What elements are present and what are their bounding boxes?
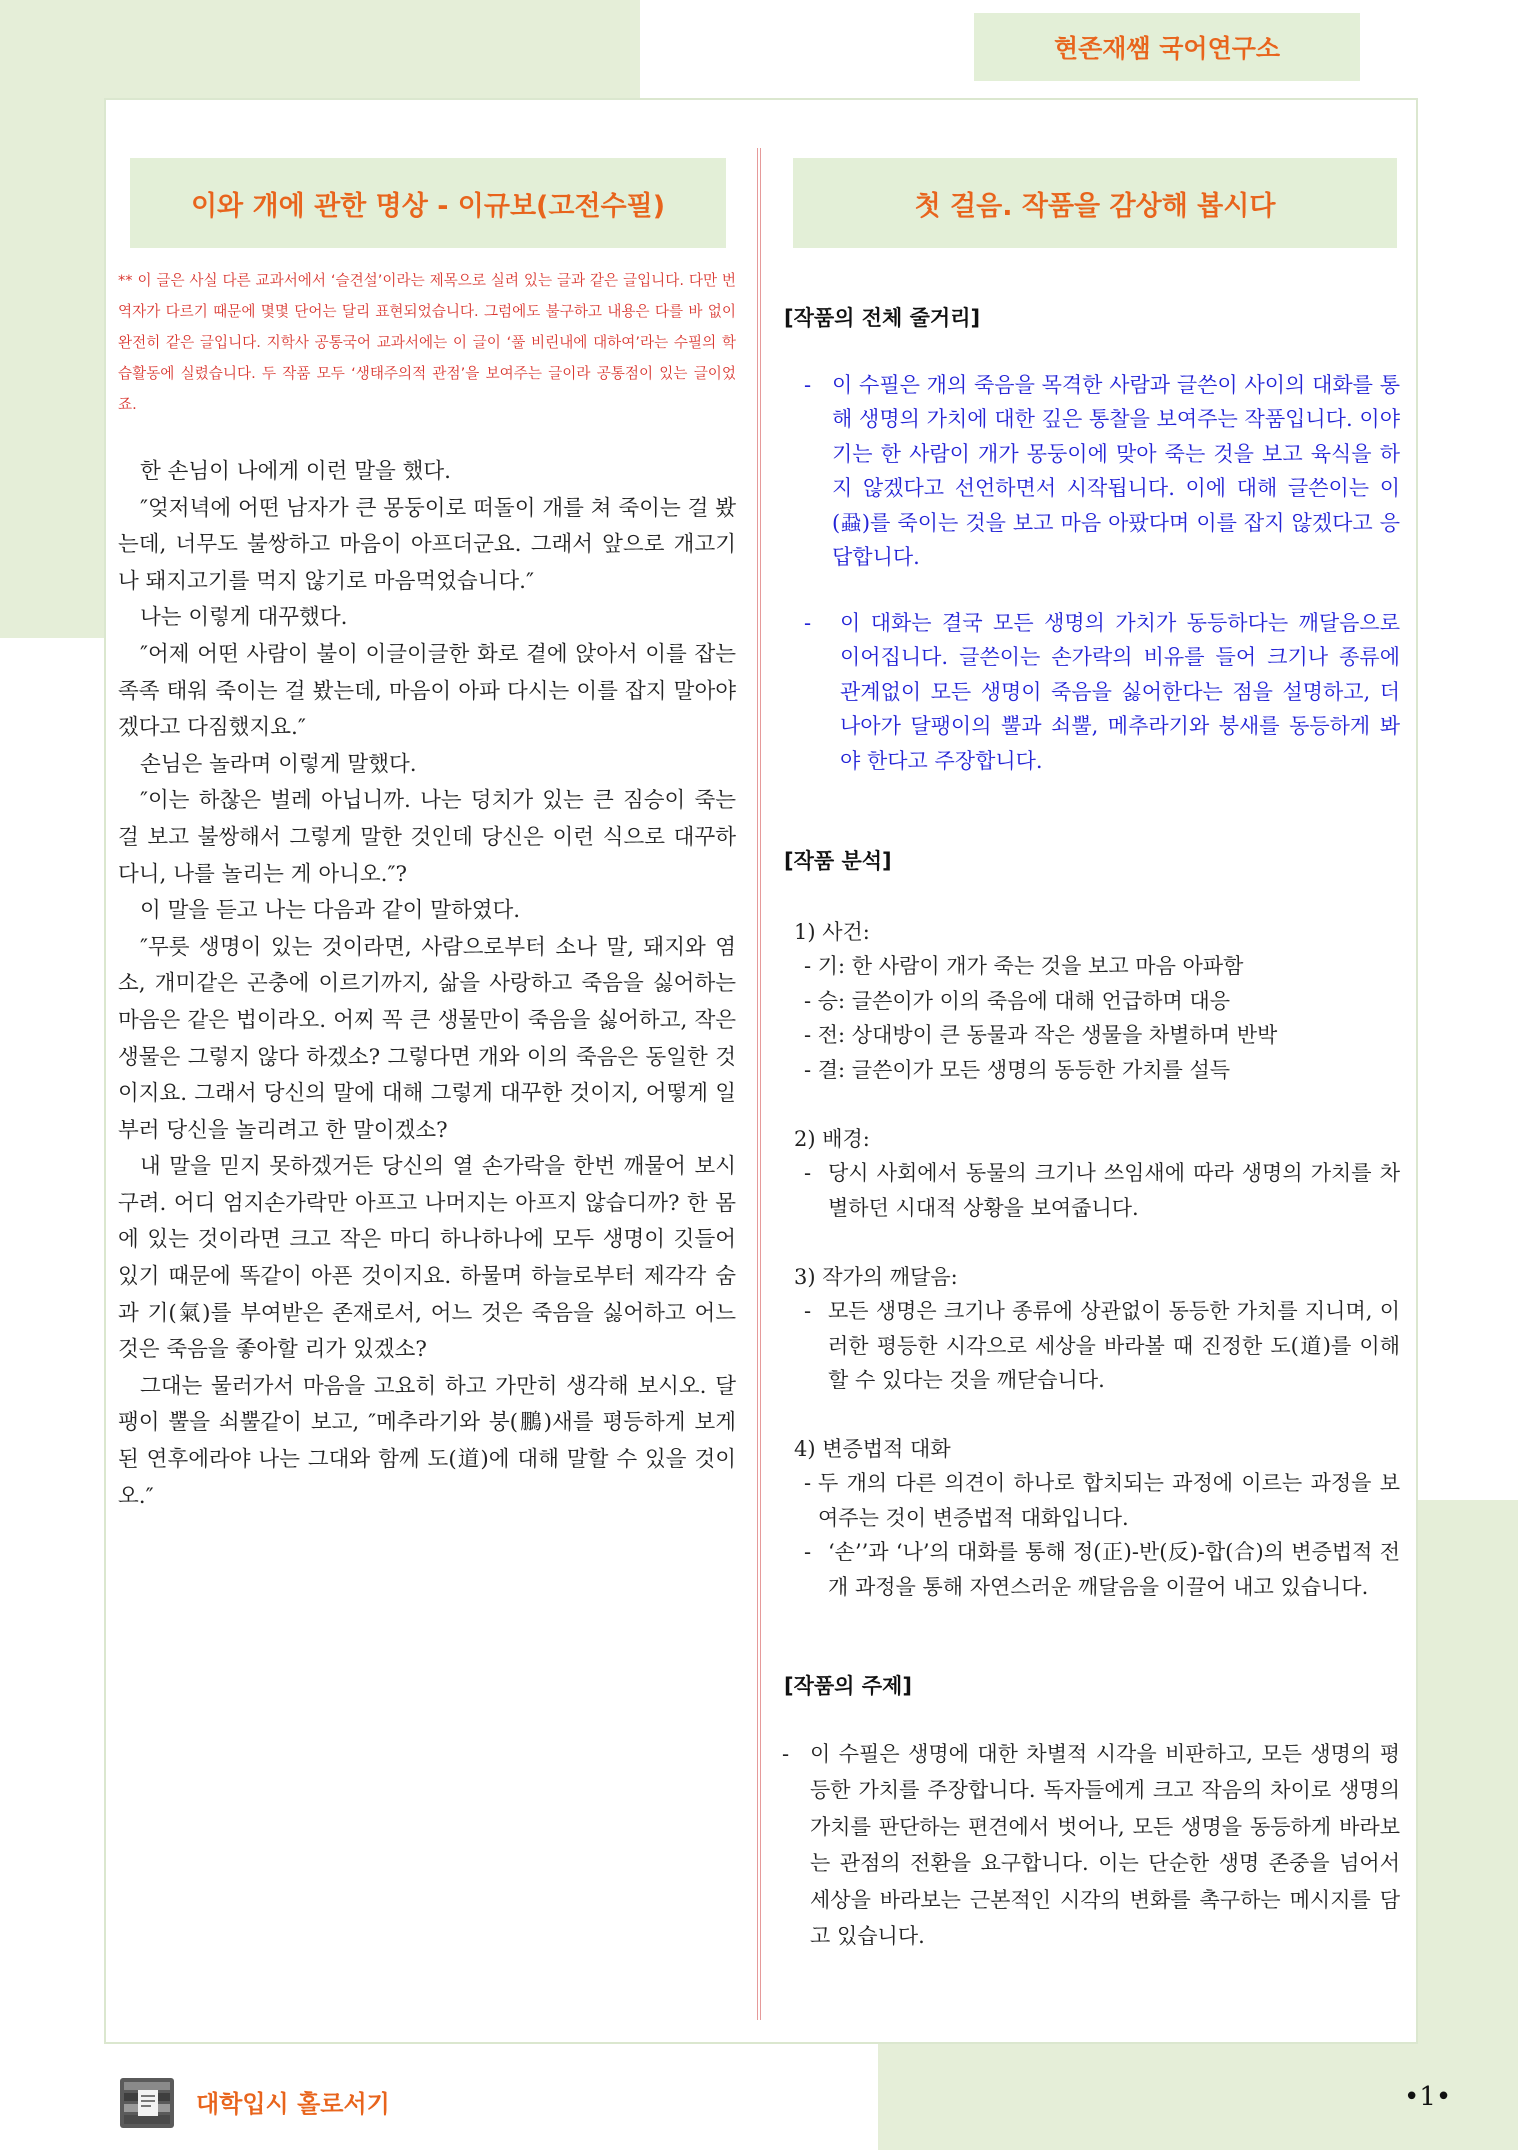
story-paragraph: 이 말을 듣고 나는 다음과 같이 말하였다. — [140, 898, 521, 924]
story-paragraph: 나는 이렇게 대꾸했다. — [140, 605, 348, 631]
footer-title: 대학입시 홀로서기 — [196, 2090, 390, 2118]
bg-top-left — [0, 0, 640, 98]
analysis-heading: 4) 변증법적 대화 — [794, 1437, 951, 1461]
brand-title: 현존재쌤 국어연구소 — [974, 13, 1360, 81]
story-paragraph: ″엊저녁에 어떤 남자가 큰 몽둥이로 떠돌이 개를 쳐 죽이는 걸 봤는데, 너무도 불쌍하고 마음이 아프더군요. 그래서 앞으로 개고기나 돼지고기를 먹지 않기로 마음먹었습니다.″ — [118, 495, 736, 594]
story-paragraph: 한 손님이 나에게 이런 말을 했다. — [140, 459, 452, 484]
analysis-item-text: 당시 사회에서 동물의 크기나 쓰임새에 따라 생명의 가치를 차별하던 시대적 상황을 보여줍니다. — [828, 1161, 1400, 1220]
analysis-heading: 1) 사건: — [794, 920, 870, 944]
story-paragraph: ″이는 하찮은 벌레 아닙니까. 나는 덩치가 있는 큰 짐승이 죽는 걸 보고 불쌍해서 그렇게 말한 것인데 당신은 이런 식으로 대꾸하다니, 나를 놀리는 게 아니오.″? — [118, 788, 736, 887]
summary-item — [804, 368, 1400, 574]
story-paragraph: 내 말을 믿지 못하겠거든 당신의 열 손가락을 한번 깨물어 보시구려. 어디 엄지손가락만 아프고 나머지는 아프지 않습디까? 한 몸에 있는 것이라면 크고 작은 마디 하나하나에 모두 생명이 깃들어 있기 때문에 똑같이 아픈 것이지요. 하물며 하늘로부터 제각각 숨과 기(氣)를 부여받은 존재로서, 어느 것은 죽음을 싫어하고 어느 것은 죽음을 좋아할 리가 있겠소? — [118, 1154, 736, 1363]
column-divider — [757, 148, 761, 2020]
analysis-title: [작품 분석] — [784, 849, 892, 873]
analysis-item — [804, 1156, 1400, 1225]
analysis-item: - 승: 글쓴이가 이의 죽음에 대해 언급하며 대응 — [804, 988, 1231, 1013]
list-dash: - — [804, 1471, 812, 1496]
summary-item — [804, 606, 1400, 778]
analysis-section-2 — [794, 1122, 1400, 1225]
book-stack-icon — [118, 2074, 176, 2132]
analysis-item — [804, 1466, 1400, 1535]
list-dash: - — [804, 373, 812, 397]
story-paragraph: 손님은 놀라며 이렇게 말했다. — [140, 751, 417, 777]
story-paragraph: 그대는 물러가서 마음을 고요히 하고 가만히 생각해 보시오. 달팽이 뿔을 쇠뿔같이 보고, ″메추라기와 붕(鵬)새를 평등하게 보게 된 연후에라야 나는 그대와 함께 도(道)에 대해 말할 수 있을 것이오.″ — [118, 1373, 736, 1509]
right-heading: 첫 걸음. 작품을 감상해 봅시다 — [793, 158, 1397, 248]
analysis-item — [804, 1535, 1400, 1604]
bg-left-strip — [0, 98, 104, 638]
analysis-heading: 2) 배경: — [794, 1127, 870, 1151]
bg-right-strip — [1418, 1500, 1518, 2060]
analysis-item-text: 두 개의 다른 의견이 하나로 합치되는 과정에 이르는 과정을 보여주는 것이 변증법적 대화입니다. — [818, 1471, 1400, 1530]
list-dash: - — [804, 1161, 812, 1186]
story-paragraph: ″무릇 생명이 있는 것이라면, 사람으로부터 소나 말, 돼지와 염소, 개미같은 곤충에 이르기까지, 삶을 사랑하고 죽음을 싫어하는 마음은 같은 법이라오. 어찌 꼭 큰 생물만이 죽음을 싫어하고, 작은 생물은 그렇지 않다 하겠소? 그렇다면 개와 이의 죽음은 동일한 것이지요. 그래서 당신의 말에 대해 그렇게 대꾸한 것이지, 어떻게 일부러 당신을 놀리려고 한 말이겠소? — [118, 934, 736, 1143]
list-dash: - — [804, 1299, 812, 1324]
summary-title: [작품의 전체 줄거리] — [784, 306, 981, 330]
list-dash: - — [804, 1540, 812, 1565]
analysis-item — [804, 1294, 1400, 1397]
theme-block — [782, 1736, 1400, 1954]
theme-title: [작품의 주제] — [784, 1674, 912, 1698]
analysis-heading: 3) 작가의 깨달음: — [794, 1265, 958, 1289]
analysis-section-4 — [794, 1432, 1400, 1604]
analysis-section-3 — [794, 1260, 1400, 1398]
story-text — [118, 454, 736, 1515]
list-dash: - — [782, 1742, 790, 1766]
analysis-item-text: 모든 생명은 크기나 종류에 상관없이 동등한 가치를 지니며, 이러한 평등한 시각으로 세상을 바라볼 때 진정한 도(道)를 이해할 수 있다는 것을 깨닫습니다. — [828, 1299, 1400, 1393]
left-heading: 이와 개에 관한 명상 - 이규보(고전수필) — [130, 158, 726, 248]
analysis-item: - 전: 상대방이 큰 동물과 작은 생물을 차별하며 반박 — [804, 1023, 1278, 1048]
summary-item-text: 이 수필은 개의 죽음을 목격한 사람과 글쓴이 사이의 대화를 통해 생명의 가치에 대한 깊은 통찰을 보여주는 작품입니다. 이야기는 한 사람이 개가 몽둥이에 맞아 죽는 것을 보고 육식을 하지 않겠다고 선언하면서 시작됩니다. 이에 대해 글쓴이는 이(蝨)를 죽이는 것을 보고 마음 아팠다며 이를 잡지 않겠다고 응답합니다. — [832, 373, 1400, 570]
theme-text: 이 수필은 생명에 대한 차별적 시각을 비판하고, 모든 생명의 평등한 가치를 주장합니다. 독자들에게 크고 작음의 차이로 생명의 가치를 판단하는 편견에서 벗어나, 모든 생명을 동등하게 바라보는 관점의 전환을 요구합니다. 이는 단순한 생명 존중을 넘어서 세상을 바라보는 근본적인 시각의 변화를 촉구하는 메시지를 담고 있습니다. — [810, 1742, 1400, 1949]
summary-item-text: 이 대화는 결국 모든 생명의 가치가 동등하다는 깨달음으로 이어집니다. 글쓴이는 손가락의 비유를 들어 크기나 종류에 관계없이 모든 생명이 죽음을 싫어한다는 점을 설명하고, 더 나아가 달팽이의 뿔과 쇠뿔, 메추라기와 붕새를 동등하게 봐야 한다고 주장합니다. — [840, 611, 1400, 773]
analysis-item: - 기: 한 사람이 개가 죽는 것을 보고 마음 아파함 — [804, 954, 1244, 979]
analysis-item-text: ‘손’’과 ‘나’의 대화를 통해 정(正)-반(反)-합(合)의 변증법적 전개 과정을 통해 자연스러운 깨달음을 이끌어 내고 있습니다. — [828, 1540, 1400, 1599]
page-number: •1• — [1404, 2082, 1452, 2112]
list-dash: - — [804, 611, 812, 635]
analysis-section-1 — [794, 915, 1400, 1087]
note-text: ** 이 글은 사실 다른 교과서에서 ‘슬견설’이라는 제목으로 실려 있는 글과 같은 글입니다. 다만 번역자가 다르기 때문에 몇몇 단어는 달리 표현되었습니다. 그럼에도 불구하고 내용은 다를 바 없이 완전히 같은 글입니다. 지학사 공통국어 교과서에는 이 글이 ‘풀 비린내에 대하여’라는 수필의 학습활동에 실렸습니다. 두 작품 모두 ‘생태주의적 관점’을 보여주는 글이라 공통점이 있는 글이었죠. — [118, 272, 736, 413]
story-paragraph: ″어제 어떤 사람이 불이 이글이글한 화로 곁에 앉아서 이를 잡는 족족 태워 죽이는 걸 봤는데, 마음이 아파 다시는 이를 잡지 말아야겠다고 다짐했지요.″ — [118, 641, 736, 741]
analysis-item: - 결: 글쓴이가 모든 생명의 동등한 가치를 설득 — [804, 1057, 1231, 1082]
